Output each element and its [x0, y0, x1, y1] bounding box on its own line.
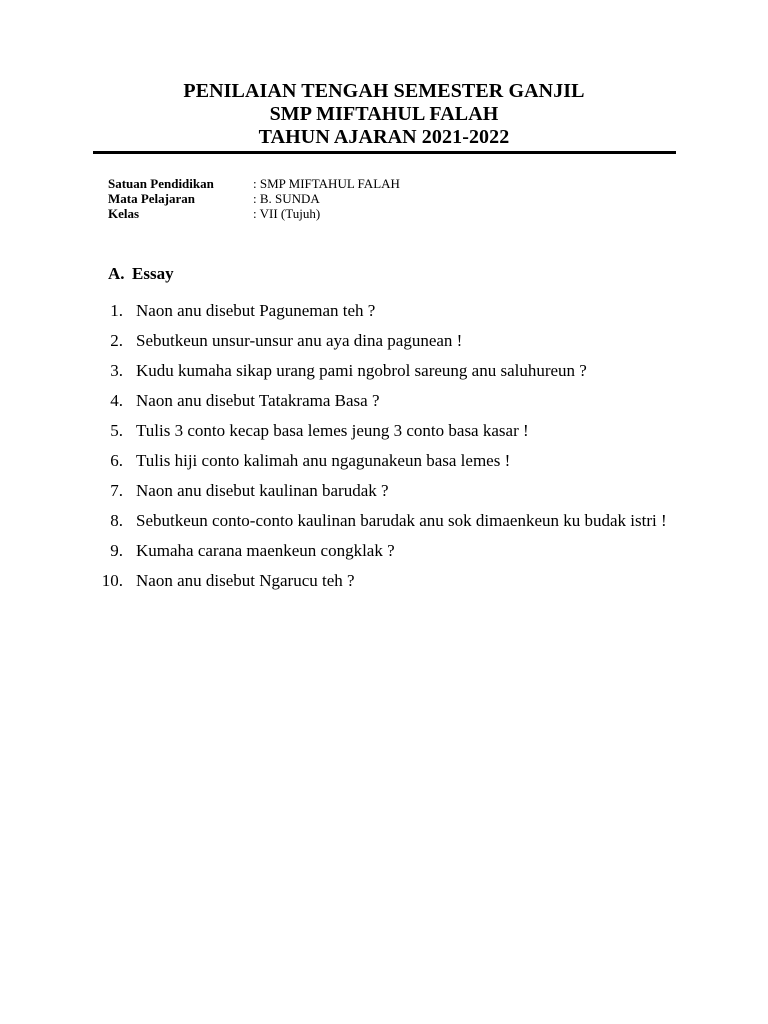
question-text: Naon anu disebut kaulinan barudak ?: [136, 481, 389, 500]
question-item: [92, 296, 712, 326]
question-text: Tulis 3 conto kecap basa lemes jeung 3 conto basa kasar !: [136, 421, 529, 440]
question-text: Naon anu disebut Tatakrama Basa ?: [136, 391, 380, 410]
question-text: Sebutkeun conto-conto kaulinan barudak anu sok dimaenkeun ku budak istri !: [136, 511, 667, 530]
question-number: 8.: [110, 511, 123, 530]
question-number: 3.: [110, 361, 123, 380]
question-number: 4.: [110, 391, 123, 410]
question-text: Kumaha carana maenkeun congklak ?: [136, 541, 395, 560]
question-text: Naon anu disebut Paguneman teh ?: [136, 301, 376, 320]
question-list: [92, 296, 712, 596]
exam-title: PENILAIAN TENGAH SEMESTER GANJIL: [183, 80, 585, 102]
question-text: Sebutkeun unsur-unsur anu aya dina pagunean !: [136, 331, 463, 350]
question-number: 2.: [110, 331, 123, 350]
question-number: 7.: [110, 481, 123, 500]
exam-info: [108, 176, 400, 221]
question-item: [92, 356, 712, 386]
info-label: Mata Pelajaran: [108, 191, 196, 206]
academic-year: TAHUN AJARAN 2021-2022: [258, 126, 510, 148]
info-row-class: [108, 206, 400, 221]
question-text: Naon anu disebut Ngarucu teh ?: [136, 571, 355, 590]
question-item: [92, 476, 712, 506]
info-value: : VII (Tujuh): [253, 206, 321, 221]
question-text: Tulis hiji conto kalimah anu ngagunakeun basa lemes !: [136, 451, 511, 470]
section-title: Essay: [132, 264, 174, 283]
section-heading: [108, 264, 174, 284]
question-item: [92, 386, 712, 416]
question-number: 9.: [110, 541, 123, 560]
info-row-subject: [108, 191, 400, 206]
question-item: [92, 416, 712, 446]
header-divider: [93, 151, 676, 154]
question-number: 5.: [110, 421, 123, 440]
question-number: 6.: [110, 451, 123, 470]
question-text: Kudu kumaha sikap urang pami ngobrol sareung anu saluhureun ?: [136, 361, 587, 380]
info-label: Kelas: [108, 206, 140, 221]
question-number: 1.: [110, 301, 123, 320]
info-row-education-unit: [108, 176, 400, 191]
exam-header: [0, 80, 768, 149]
info-label: Satuan Pendidikan: [108, 176, 214, 191]
section-letter: A.: [108, 264, 125, 283]
school-name: SMP MIFTAHUL FALAH: [269, 103, 499, 125]
question-item: [92, 566, 712, 596]
info-value: : B. SUNDA: [253, 191, 320, 206]
question-item: [92, 326, 712, 356]
question-item: [92, 536, 712, 566]
info-value: : SMP MIFTAHUL FALAH: [253, 176, 400, 191]
question-number: 10.: [101, 571, 123, 590]
question-item: [92, 506, 712, 536]
question-item: [92, 446, 712, 476]
